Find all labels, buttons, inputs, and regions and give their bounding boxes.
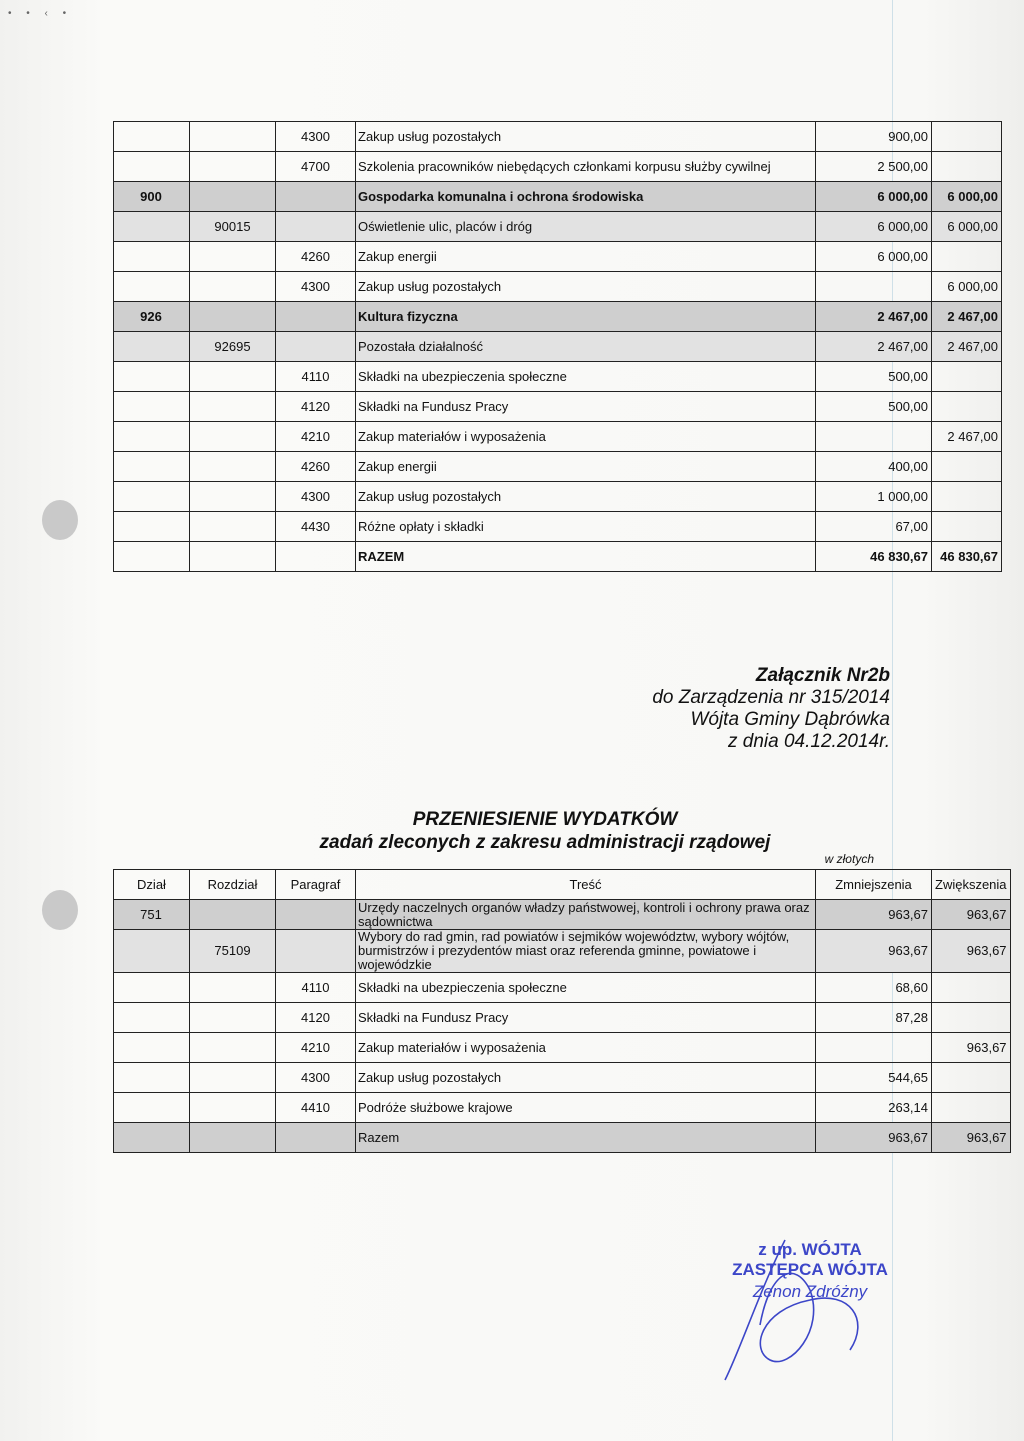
cell-dzial <box>114 362 190 392</box>
cell-zwi <box>932 973 1011 1003</box>
cell-zmn: 544,65 <box>816 1063 932 1093</box>
cell-tresc: Pozostała działalność <box>356 332 816 362</box>
cell-rozdzial <box>190 272 276 302</box>
annex-line-3: z dnia 04.12.2014r. <box>728 731 890 752</box>
cell-paragraf <box>276 182 356 212</box>
cell-zwi: 963,67 <box>932 1033 1011 1063</box>
cell-zmn <box>816 422 932 452</box>
cell-zmn: 500,00 <box>816 362 932 392</box>
table-row <box>114 122 1002 152</box>
punch-hole-upper <box>42 500 78 540</box>
cell-tresc: Zakup usług pozostałych <box>356 482 816 512</box>
cell-rozdzial: 90015 <box>190 212 276 242</box>
table-row <box>114 272 1002 302</box>
cell-rozdzial <box>190 422 276 452</box>
cell-rozdzial <box>190 152 276 182</box>
cell-dzial <box>114 122 190 152</box>
cell-zmn <box>816 272 932 302</box>
cell-paragraf: 4110 <box>276 973 356 1003</box>
cell-zwi <box>932 122 1002 152</box>
cell-tresc: Składki na ubezpieczenia społeczne <box>356 973 816 1003</box>
cell-paragraf: 4700 <box>276 152 356 182</box>
cell-dzial <box>114 392 190 422</box>
table-row <box>114 1093 1011 1123</box>
cell-paragraf: 4260 <box>276 452 356 482</box>
cell-paragraf: 4120 <box>276 1003 356 1033</box>
annex-block <box>560 665 890 753</box>
cell-tresc: RAZEM <box>356 542 816 572</box>
cell-zmn: 963,67 <box>816 930 932 973</box>
cell-zmn: 6 000,00 <box>816 182 932 212</box>
table-row <box>114 302 1002 332</box>
cell-dzial <box>114 332 190 362</box>
cell-dzial <box>114 1003 190 1033</box>
cell-zmn <box>816 1033 932 1063</box>
cell-paragraf: 4300 <box>276 122 356 152</box>
cell-rozdzial <box>190 392 276 422</box>
cell-tresc: Różne opłaty i składki <box>356 512 816 542</box>
cell-paragraf: 4110 <box>276 362 356 392</box>
table-row <box>114 1123 1011 1153</box>
cell-zmn: 963,67 <box>816 900 932 930</box>
cell-dzial <box>114 1063 190 1093</box>
cell-tresc: Zakup energii <box>356 242 816 272</box>
cell-rozdzial <box>190 1033 276 1063</box>
cell-tresc: Składki na Fundusz Pracy <box>356 392 816 422</box>
cell-paragraf <box>276 1123 356 1153</box>
cell-tresc: Zakup usług pozostałych <box>356 1063 816 1093</box>
table-row <box>114 242 1002 272</box>
cell-rozdzial <box>190 1003 276 1033</box>
cell-zmn: 2 467,00 <box>816 302 932 332</box>
stamp-line-3: Zenon Zdróżny <box>752 1282 868 1301</box>
cell-paragraf: 4210 <box>276 422 356 452</box>
cell-dzial <box>114 542 190 572</box>
cell-zwi <box>932 482 1002 512</box>
cell-rozdzial <box>190 1093 276 1123</box>
cell-paragraf <box>276 302 356 332</box>
cell-paragraf: 4430 <box>276 512 356 542</box>
unit-label: w złotych <box>824 852 874 866</box>
cell-tresc: Razem <box>356 1123 816 1153</box>
cell-zmn: 2 500,00 <box>816 152 932 182</box>
cell-zwi <box>932 152 1002 182</box>
cell-paragraf: 4120 <box>276 392 356 422</box>
header-zwiekszenia: Zwiększenia <box>932 870 1011 900</box>
cell-zwi: 963,67 <box>932 1123 1011 1153</box>
cell-dzial <box>114 152 190 182</box>
cell-dzial <box>114 212 190 242</box>
stamp-line-2: ZASTĘPCA WÓJTA <box>732 1260 888 1279</box>
cell-dzial <box>114 973 190 1003</box>
table-row <box>114 1033 1011 1063</box>
header-rozdzial: Rozdział <box>190 870 276 900</box>
cell-paragraf: 4410 <box>276 1093 356 1123</box>
cell-dzial <box>114 482 190 512</box>
cell-rozdzial: 92695 <box>190 332 276 362</box>
cell-dzial <box>114 272 190 302</box>
table-row <box>114 452 1002 482</box>
cell-dzial: 900 <box>114 182 190 212</box>
cell-dzial: 926 <box>114 302 190 332</box>
cell-zwi <box>932 1003 1011 1033</box>
cell-zwi: 6 000,00 <box>932 212 1002 242</box>
cell-zmn: 67,00 <box>816 512 932 542</box>
cell-zwi: 2 467,00 <box>932 302 1002 332</box>
table-row <box>114 422 1002 452</box>
table-row <box>114 973 1011 1003</box>
annex-line-2: Wójta Gminy Dąbrówka <box>690 709 890 730</box>
cell-zwi: 46 830,67 <box>932 542 1002 572</box>
cell-tresc: Zakup materiałów i wyposażenia <box>356 1033 816 1063</box>
cell-zmn: 68,60 <box>816 973 932 1003</box>
cell-zmn: 900,00 <box>816 122 932 152</box>
cell-paragraf <box>276 212 356 242</box>
cell-rozdzial <box>190 182 276 212</box>
cell-tresc: Składki na Fundusz Pracy <box>356 1003 816 1033</box>
document-title: PRZENIESIENIE WYDATKÓW <box>412 809 678 830</box>
cell-zwi <box>932 242 1002 272</box>
cell-rozdzial: 75109 <box>190 930 276 973</box>
table-row <box>114 212 1002 242</box>
table-row <box>114 362 1002 392</box>
header-tresc: Treść <box>356 870 816 900</box>
cell-rozdzial <box>190 482 276 512</box>
cell-paragraf: 4300 <box>276 482 356 512</box>
table-row <box>114 512 1002 542</box>
cell-zwi: 6 000,00 <box>932 272 1002 302</box>
cell-dzial <box>114 422 190 452</box>
cell-rozdzial <box>190 900 276 930</box>
cell-zmn: 1 000,00 <box>816 482 932 512</box>
cell-dzial <box>114 242 190 272</box>
cell-rozdzial <box>190 1123 276 1153</box>
table-row <box>114 332 1002 362</box>
cell-zwi <box>932 1093 1011 1123</box>
cell-zwi <box>932 512 1002 542</box>
cell-tresc: Kultura fizyczna <box>356 302 816 332</box>
table-row <box>114 152 1002 182</box>
cell-paragraf <box>276 900 356 930</box>
cell-dzial <box>114 452 190 482</box>
cell-dzial: 751 <box>114 900 190 930</box>
table-row <box>114 392 1002 422</box>
cell-zwi <box>932 452 1002 482</box>
cell-rozdzial <box>190 542 276 572</box>
cell-zmn: 2 467,00 <box>816 332 932 362</box>
cell-tresc: Zakup materiałów i wyposażenia <box>356 422 816 452</box>
table-row <box>114 182 1002 212</box>
cell-dzial <box>114 1033 190 1063</box>
cell-paragraf: 4210 <box>276 1033 356 1063</box>
transfer-table <box>113 869 1011 1153</box>
cell-rozdzial <box>190 302 276 332</box>
cell-paragraf: 4300 <box>276 272 356 302</box>
cell-tresc: Oświetlenie ulic, placów i dróg <box>356 212 816 242</box>
table-row <box>114 482 1002 512</box>
cell-tresc: Urzędy naczelnych organów władzy państwowej, kontroli i ochrony prawa oraz sądownictwa <box>356 900 816 930</box>
cell-rozdzial <box>190 122 276 152</box>
cell-dzial <box>114 1123 190 1153</box>
cell-zwi: 2 467,00 <box>932 332 1002 362</box>
cell-zwi <box>932 1063 1011 1093</box>
document-subtitle: zadań zleconych z zakresu administracji rządowej <box>319 832 771 853</box>
cell-rozdzial <box>190 362 276 392</box>
cell-paragraf <box>276 542 356 572</box>
cell-zwi <box>932 362 1002 392</box>
cell-paragraf <box>276 930 356 973</box>
cell-tresc: Wybory do rad gmin, rad powiatów i sejmików województw, wybory wójtów, burmistrzów i prezydentów miast oraz referenda gminne, powiatowe i wojewódzkie <box>356 930 816 973</box>
corner-marks: • • ‹ • <box>8 8 73 19</box>
cell-tresc: Zakup usług pozostałych <box>356 122 816 152</box>
expense-table-continued <box>113 121 1002 572</box>
cell-zwi: 6 000,00 <box>932 182 1002 212</box>
table-header-row <box>114 870 1011 900</box>
cell-zmn: 6 000,00 <box>816 212 932 242</box>
cell-paragraf: 4300 <box>276 1063 356 1093</box>
header-zmniejszenia: Zmniejszenia <box>816 870 932 900</box>
cell-paragraf: 4260 <box>276 242 356 272</box>
cell-tresc: Podróże służbowe krajowe <box>356 1093 816 1123</box>
cell-paragraf <box>276 332 356 362</box>
cell-rozdzial <box>190 512 276 542</box>
stamp-line-1: z up. WÓJTA <box>758 1240 862 1259</box>
cell-zwi <box>932 392 1002 422</box>
cell-tresc: Gospodarka komunalna i ochrona środowiska <box>356 182 816 212</box>
table-row <box>114 930 1011 973</box>
table-row <box>114 900 1011 930</box>
cell-tresc: Zakup energii <box>356 452 816 482</box>
cell-tresc: Zakup usług pozostałych <box>356 272 816 302</box>
punch-hole-lower <box>42 890 78 930</box>
cell-zmn: 87,28 <box>816 1003 932 1033</box>
cell-zmn: 6 000,00 <box>816 242 932 272</box>
cell-zmn: 400,00 <box>816 452 932 482</box>
cell-zmn: 500,00 <box>816 392 932 422</box>
cell-dzial <box>114 512 190 542</box>
cell-rozdzial <box>190 242 276 272</box>
cell-zmn: 263,14 <box>816 1093 932 1123</box>
cell-tresc: Składki na ubezpieczenia społeczne <box>356 362 816 392</box>
cell-dzial <box>114 1093 190 1123</box>
signature-stamp <box>700 1230 920 1390</box>
cell-zwi: 963,67 <box>932 930 1011 973</box>
table-row <box>114 542 1002 572</box>
header-dzial: Dział <box>114 870 190 900</box>
cell-zwi: 963,67 <box>932 900 1011 930</box>
table-row <box>114 1003 1011 1033</box>
header-paragraf: Paragraf <box>276 870 356 900</box>
annex-line-1: do Zarządzenia nr 315/2014 <box>652 687 890 708</box>
cell-dzial <box>114 930 190 973</box>
cell-zmn: 46 830,67 <box>816 542 932 572</box>
table-row <box>114 1063 1011 1093</box>
cell-rozdzial <box>190 973 276 1003</box>
cell-zwi: 2 467,00 <box>932 422 1002 452</box>
cell-rozdzial <box>190 452 276 482</box>
annex-title: Załącznik Nr2b <box>755 665 890 686</box>
cell-rozdzial <box>190 1063 276 1093</box>
cell-tresc: Szkolenia pracowników niebędących członkami korpusu służby cywilnej <box>356 152 816 182</box>
cell-zmn: 963,67 <box>816 1123 932 1153</box>
